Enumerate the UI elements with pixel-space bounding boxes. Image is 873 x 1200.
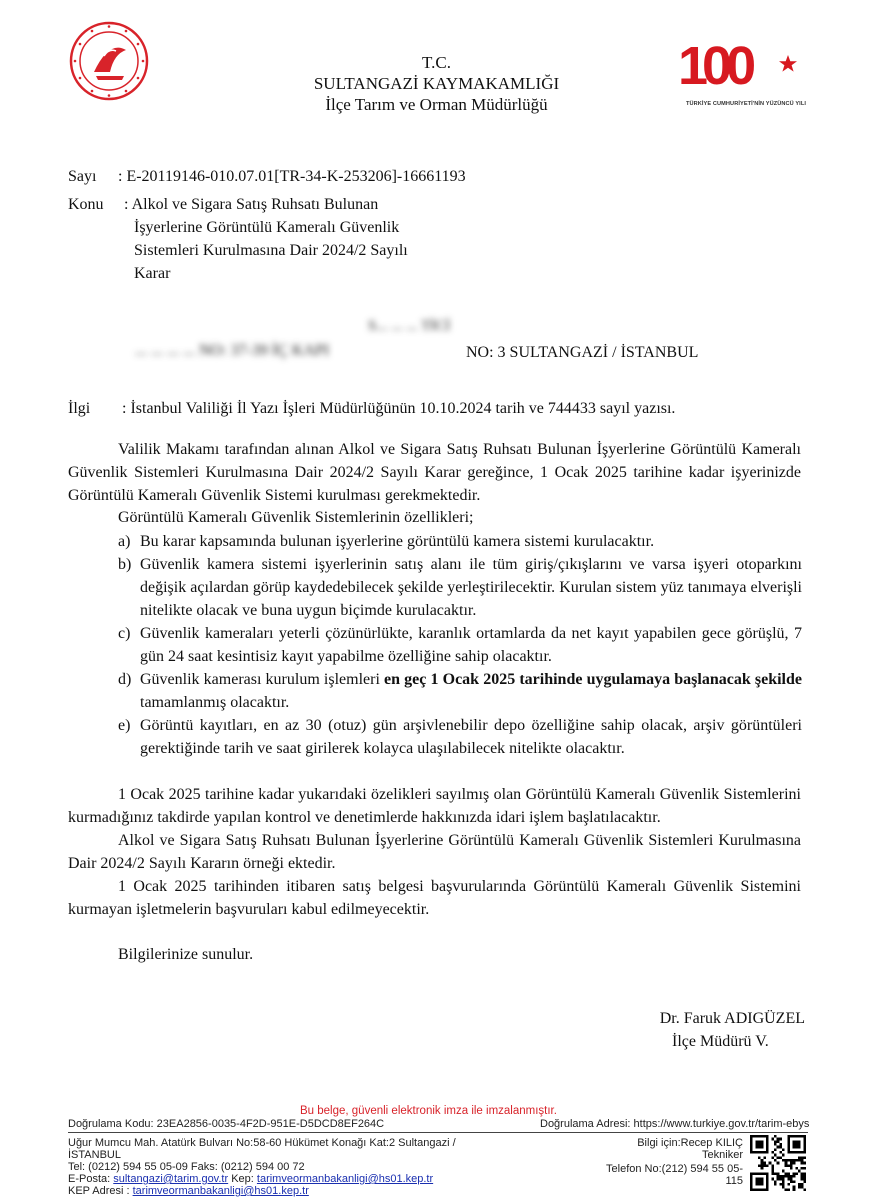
ilgi-label: İlgi: [68, 400, 91, 417]
list-item-text: Güvenlik kamera sistemi işyerlerinin satış alanı ile tüm giriş/çıkışlarını ve varsa işyeri otoparkını değişik açılardan görüp kaydedebilecek şekilde yerleştirilecektir. Kurulan sistem yüz tanımaya elverişli nitelikte olacak ve buna uygun biçimde kurulacaktır.: [140, 556, 802, 619]
centennial-caption: TÜRKİYE CUMHURİYETİ'NİN YÜZÜNCÜ YILI: [685, 101, 806, 107]
centennial-100-mark: [676, 36, 806, 88]
signatory-title: İlçe Müdürü V.: [672, 1033, 769, 1050]
list-item-text-after: tamamlanmış olacaktır.: [140, 694, 290, 711]
footer-divider: [68, 1132, 808, 1133]
header-tc: T.C.: [422, 53, 451, 72]
konu-line-4: Karar: [134, 265, 171, 282]
header-department: İlçe Tarım ve Orman Müdürlüğü: [325, 95, 548, 114]
header-office: SULTANGAZİ KAYMAKAMLIĞI: [313, 74, 560, 93]
centennial-number: 100: [678, 36, 751, 88]
verification-code: Doğrulama Kodu: 23EA2856-0035-4F2D-951E-D5DCD8EF264C: [68, 1118, 385, 1130]
sayi-label: Sayı: [68, 168, 97, 185]
list-item-text: Bu karar kapsamında bulunan işyerlerine görüntülü kamera sistemi kurulacaktır.: [140, 533, 655, 550]
list-item-text: Görüntü kayıtları, en az 30 (otuz) gün arşivlenebilir depo özelliğine sahip olacak, arşiv görüntüleri gerektiğinde tarih ve saat girilerek kolayca ulaşılabilecek nitelikte olacaktır.: [140, 717, 802, 757]
list-item-e: [118, 714, 802, 760]
info-phone: Telefon No:(212) 594 55 05-: [606, 1163, 743, 1175]
paragraph-5: 1 Ocak 2025 tarihinden itibaren satış belgesi başvurularında Görüntülü Kameralı Güvenlik Sistemini kurmayan işletmelerin başvuruları kabul edilmeyecektir.: [68, 878, 801, 918]
email-prefix: E-Posta:: [68, 1173, 114, 1185]
list-item-text-before: Güvenlik kamerası kurulum işlemleri: [140, 671, 385, 688]
email-line: [68, 1173, 433, 1185]
list-item-b: [118, 553, 802, 622]
recipient-line-2-redacted: ... ... ... ... NO: 37-39 İÇ KAPI: [135, 342, 330, 359]
paragraph-4: Alkol ve Sigara Satış Ruhsatı Bulunan İşyerlerine Görüntülü Kameralı Güvenlik Sistemleri Kurulmasına Dair 2024/2 Sayılı Kararın örneği ektedir.: [68, 832, 801, 872]
konu-line-3: Sistemleri Kurulmasına Dair 2024/2 Sayılı: [134, 242, 408, 259]
email-link[interactable]: sultangazi@tarim.gov.tr: [113, 1173, 229, 1185]
list-item-label: a): [118, 533, 131, 550]
verification-address[interactable]: Doğrulama Adresi: https://www.turkiye.gov.tr/tarim-ebys: [540, 1118, 810, 1130]
ilgi-value: : İstanbul Valiliği İl Yazı İşleri Müdürlüğünün 10.10.2024 tarih ve 744433 sayıl yazısı.: [122, 400, 676, 417]
closing-line: Bilgilerinize sunulur.: [118, 946, 254, 963]
list-item-c: [118, 622, 802, 668]
phone-fax: Tel: (0212) 594 55 05-09 Faks: (0212) 594 00 72: [68, 1161, 305, 1173]
info-role: Tekniker: [702, 1149, 743, 1161]
kep-prefix: Kep:: [228, 1173, 257, 1185]
signatory-name: Dr. Faruk ADIGÜZEL: [659, 1010, 805, 1027]
sayi-value: : E-20119146-010.07.01[TR-34-K-253206]-16661193: [118, 168, 466, 185]
kep-address-line: [68, 1185, 309, 1197]
list-item-a: [118, 530, 802, 553]
info-phone-ext: 115: [725, 1175, 743, 1187]
konu-line-1: : Alkol ve Sigara Satış Ruhsatı Bulunan: [124, 196, 379, 213]
kep-address-link[interactable]: tarimveormanbakanligi@hs01.kep.tr: [132, 1185, 309, 1197]
qr-code-icon: [750, 1135, 806, 1191]
esign-notice: Bu belge, güvenli elektronik imza ile imzalanmıştır.: [300, 1105, 557, 1117]
address-line-1: Uğur Mumcu Mah. Atatürk Bulvarı No:58-60 Hükümet Konağı Kat:2 Sultangazi /: [68, 1137, 456, 1149]
konu-line-2: İşyerlerine Görüntülü Kameralı Güvenlik: [134, 219, 400, 236]
list-item-d: [118, 668, 802, 714]
list-item-label: d): [118, 671, 132, 688]
konu-label: Konu: [68, 196, 104, 213]
list-item-label: b): [118, 556, 132, 573]
list-item-text: Güvenlik kameraları yeterli çözünürlükte, karanlık ortamlarda da net kayıt yapabilen gece görüşlü, 7 gün 24 saat kesintisiz kayıt yapabilme özelliğine sahip olacaktır.: [140, 625, 802, 665]
list-item-label: e): [118, 717, 131, 734]
list-item-text-bold: en geç 1 Ocak 2025 tarihinde uygulamaya başlanacak şekilde: [384, 671, 803, 688]
recipient-line-1-redacted: S... ... ... TİCİ: [368, 318, 451, 334]
paragraph-1: Valilik Makamı tarafından alınan Alkol ve Sigara Satış Ruhsatı Bulunan İşyerlerine Görüntülü Kameralı Güvenlik Sistemleri Kurulmasına Dair 2024/2 Sayılı Karar gereğince, 1 Ocak 2025 tarihine kadar işyerinizde Görüntülü Kameralı Güvenlik Sistemi kurulması gerekmektedir.: [68, 441, 801, 504]
paragraph-2: Görüntülü Kameralı Güvenlik Sistemlerinin özellikleri;: [118, 509, 474, 526]
kep-link[interactable]: tarimveormanbakanligi@hs01.kep.tr: [256, 1173, 434, 1185]
info-contact: Bilgi için:Recep KILIÇ: [637, 1137, 743, 1149]
kep-address-prefix: KEP Adresi :: [68, 1185, 133, 1197]
recipient-line-2: NO: 3 SULTANGAZİ / İSTANBUL: [466, 344, 699, 361]
centennial-logo: [676, 36, 806, 107]
address-line-2: İSTANBUL: [68, 1149, 121, 1161]
paragraph-3: 1 Ocak 2025 tarihine kadar yukarıdaki özelikleri sayılmış olan Görüntülü Kameralı Güvenlik Sistemlerini kurmadığınız takdirde yapılan kontrol ve denetimlerde hakkınızda idari işlem başlatılacaktır.: [68, 786, 801, 826]
list-item-text: [118, 668, 802, 714]
list-item-label: c): [118, 625, 131, 642]
